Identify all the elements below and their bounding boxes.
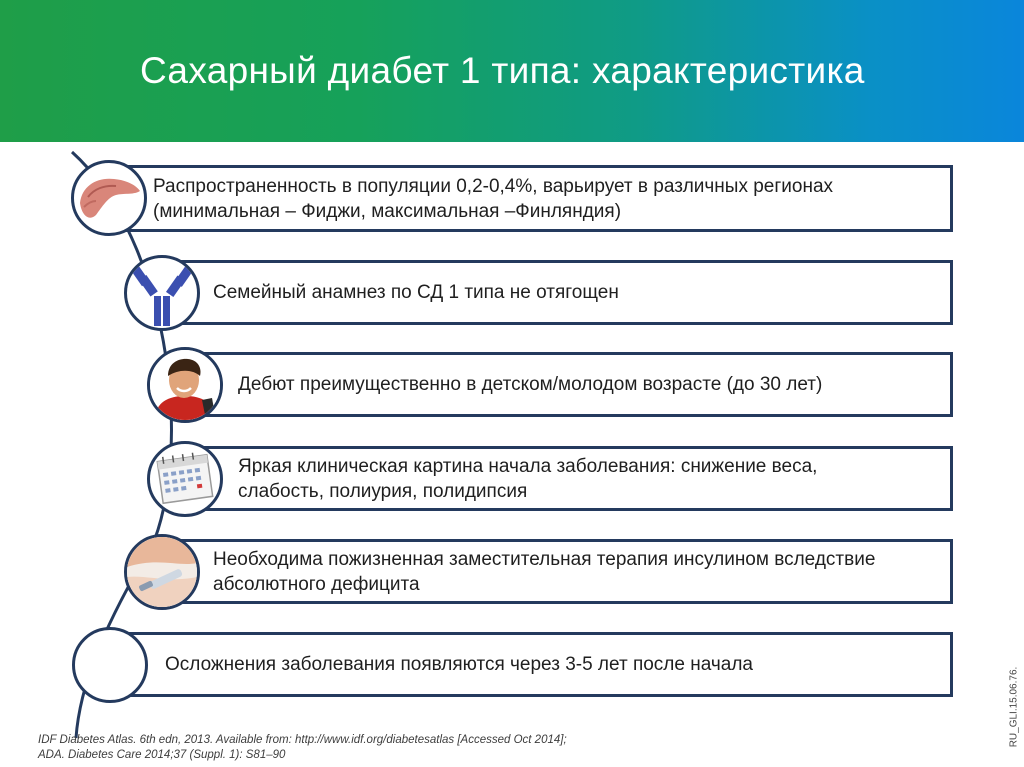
item-text-line: Дебют преимущественно в детском/молодом возрасте (до 30 лет)	[238, 374, 823, 395]
reference-line: IDF Diabetes Atlas. 6th edn, 2013. Available from: http://www.idf.org/diabetesatlas [Accessed Oct 2014];	[38, 734, 567, 746]
item-text-line: Яркая клиническая картина начала заболевания: снижение веса,	[238, 455, 818, 477]
item-text-line: (минимальная – Фиджи, максимальная –Финляндия)	[153, 200, 622, 222]
header-banner	[0, 0, 1024, 142]
references	[38, 733, 567, 763]
list-item	[185, 352, 953, 417]
insulin-injection-icon	[124, 534, 200, 610]
calendar-icon	[147, 441, 223, 517]
list-item	[160, 260, 953, 325]
young-person-icon	[147, 347, 223, 423]
list-item	[165, 539, 953, 604]
list-item	[100, 165, 953, 232]
item-text-line: Семейный анамнез по СД 1 типа не отягощен	[213, 282, 619, 303]
item-text-line: абсолютного дефицита	[213, 573, 420, 595]
document-code: RU_GLI.15.06.76.	[1008, 666, 1020, 748]
item-text-line: слабость, полиурия, полидипсия	[238, 480, 528, 502]
page-title: Сахарный диабет 1 типа: характеристика	[140, 50, 865, 91]
empty-circle-icon	[72, 627, 148, 703]
item-text-line: Распространенность в популяции 0,2-0,4%, варьирует в различных регионах	[153, 175, 834, 197]
item-text-line: Необходима пожизненная заместительная терапия инсулином вследствие	[213, 548, 876, 570]
antibody-icon	[124, 255, 200, 331]
reference-line: ADA. Diabetes Care 2014;37 (Suppl. 1): S81–90	[38, 749, 286, 761]
list-item	[185, 446, 953, 511]
list-item	[110, 632, 953, 697]
pancreas-icon	[71, 160, 147, 236]
item-text-line: Осложнения заболевания появляются через 3-5 лет после начала	[165, 654, 753, 675]
